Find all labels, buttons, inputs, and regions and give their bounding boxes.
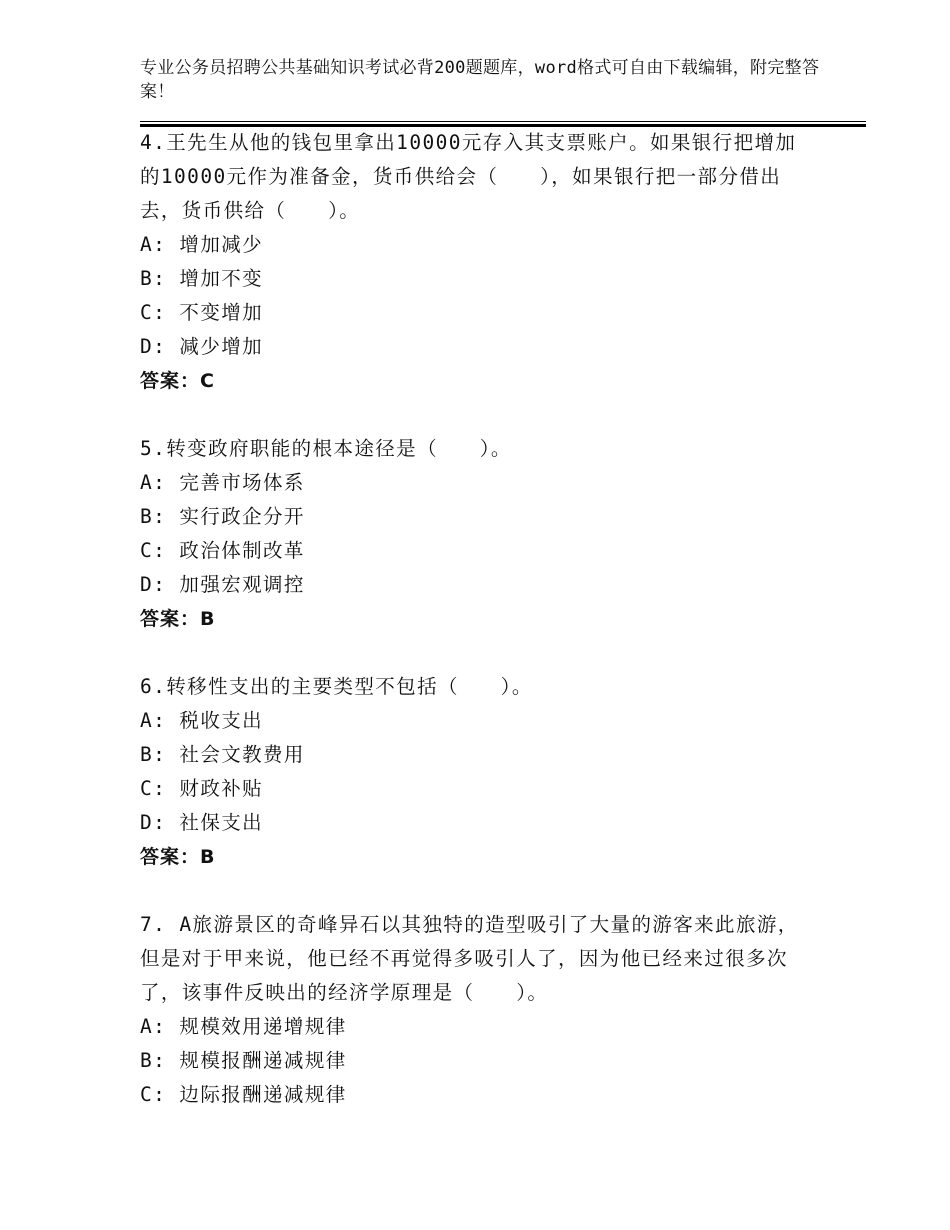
question-text: 5.转变政府职能的根本途径是（ ）。 [140,437,512,460]
question-list [140,126,810,1146]
option-d: D: 减少增加 [140,335,264,358]
answer: 答案：B [140,608,216,630]
option-b: B: 规模报酬递减规律 [140,1049,347,1072]
answer: 答案：B [140,846,216,868]
answer: 答案：C [140,370,215,392]
option-b: B: 实行政企分开 [140,505,305,528]
option-c: C: 不变增加 [140,301,264,324]
question-6 [140,670,810,874]
question-text: 6.转移性支出的主要类型不包括（ ）。 [140,675,533,698]
option-c: C: 政治体制改革 [140,539,305,562]
option-d: D: 加强宏观调控 [140,573,305,596]
question-4 [140,126,810,398]
option-a: A: 规模效用递增规律 [140,1015,347,1038]
option-a: A: 税收支出 [140,709,264,732]
option-a: A: 增加减少 [140,233,264,256]
question-text: 4.王先生从他的钱包里拿出10000元存入其支票账户。如果银行把增加的10000元作为准备金，货币供给会（ ），如果银行把一部分借出去，货币供给（ ）。 [140,131,797,222]
option-b: B: 社会文教费用 [140,743,305,766]
page-header: 专业公务员招聘公共基础知识考试必背200题题库，word格式可自由下载编辑，附完整答案！ [140,58,820,102]
header-rule-thin [140,121,866,122]
question-5 [140,432,810,636]
option-c: C: 财政补贴 [140,777,264,800]
question-text: 7. A旅游景区的奇峰异石以其独特的造型吸引了大量的游客来此旅游，但是对于甲来说，他已经不再觉得多吸引人了，因为他已经来过很多次了，该事件反映出的经济学原理是（ ）。 [140,913,799,1004]
question-7 [140,908,810,1112]
option-a: A: 完善市场体系 [140,471,305,494]
option-c: C: 边际报酬递减规律 [140,1083,347,1106]
option-b: B: 增加不变 [140,267,264,290]
option-d: D: 社保支出 [140,811,264,834]
